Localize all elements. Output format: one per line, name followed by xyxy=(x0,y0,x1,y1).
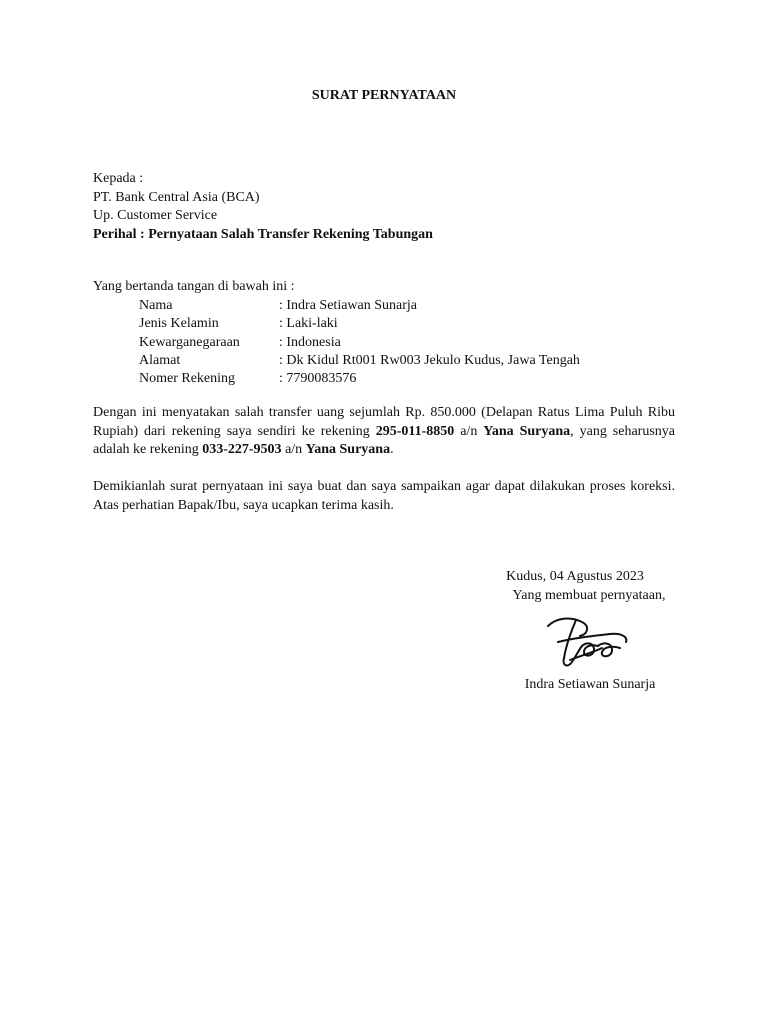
correct-account-name: Yana Suryana xyxy=(305,442,391,457)
field-value: : 7790083576 xyxy=(279,371,357,387)
signer-name: Indra Setiawan Sunarja xyxy=(524,677,656,692)
handwritten-signature xyxy=(540,612,632,674)
field-label: Nomer Rekening xyxy=(139,371,236,387)
closing-paragraph: Demikianlah surat pernyataan ini saya buat dan saya sampaikan agar dapat dilakukan proses koreksi. Atas perhatian Bapak/Ibu, saya ucapkan terima kasih. xyxy=(93,479,675,513)
wrong-account-number: 295-011-8850 xyxy=(375,423,455,439)
field-label: Alamat xyxy=(139,352,181,368)
addressee-to: Kepada : xyxy=(93,171,144,186)
place-date: Kudus, 04 Agustus 2023 xyxy=(506,569,644,584)
statement-an-2: a/n xyxy=(281,442,306,457)
field-row xyxy=(139,297,580,315)
statement-text-2: , yang seharusnya adalah ke rekening xyxy=(93,423,675,457)
statement-an: a/n xyxy=(454,423,484,439)
field-row xyxy=(139,370,580,388)
intro-line: Yang bertanda tangan di bawah ini : xyxy=(93,279,295,294)
addressee-block xyxy=(93,170,433,244)
identity-fields xyxy=(139,297,580,388)
document-title: SURAT PERNYATAAN xyxy=(311,88,457,103)
wrong-account-name: Yana Suryana xyxy=(483,423,571,439)
field-row xyxy=(139,352,580,370)
field-value: : Indonesia xyxy=(279,334,341,350)
field-row xyxy=(139,315,580,333)
field-value: : Laki-laki xyxy=(279,316,338,332)
field-row xyxy=(139,334,580,352)
statement-text: Dengan ini menyatakan salah transfer uang sejumlah Rp. 850.000 (Delapan Ratus Lima Puluh Ribu Rupiah) dari rekening saya sendiri ke rekening xyxy=(93,405,675,439)
field-value: : Dk Kidul Rt001 Rw003 Jekulo Kudus, Jawa Tengah xyxy=(279,352,580,368)
correct-account-number: 033-227-9503 xyxy=(202,442,282,457)
statement-paragraph xyxy=(93,404,675,460)
field-label: Jenis Kelamin xyxy=(139,316,219,332)
addressee-attn: Up. Customer Service xyxy=(93,208,218,223)
field-label: Nama xyxy=(139,298,173,313)
addressee-bank: PT. Bank Central Asia (BCA) xyxy=(93,189,260,205)
maker-label: Yang membuat pernyataan, xyxy=(512,588,666,603)
subject-line: Perihal : Pernyataan Salah Transfer Rekening Tabungan xyxy=(93,226,433,242)
field-value: : Indra Setiawan Sunarja xyxy=(279,298,418,313)
field-label: Kewarganegaraan xyxy=(139,334,240,350)
statement-end: . xyxy=(390,442,394,457)
